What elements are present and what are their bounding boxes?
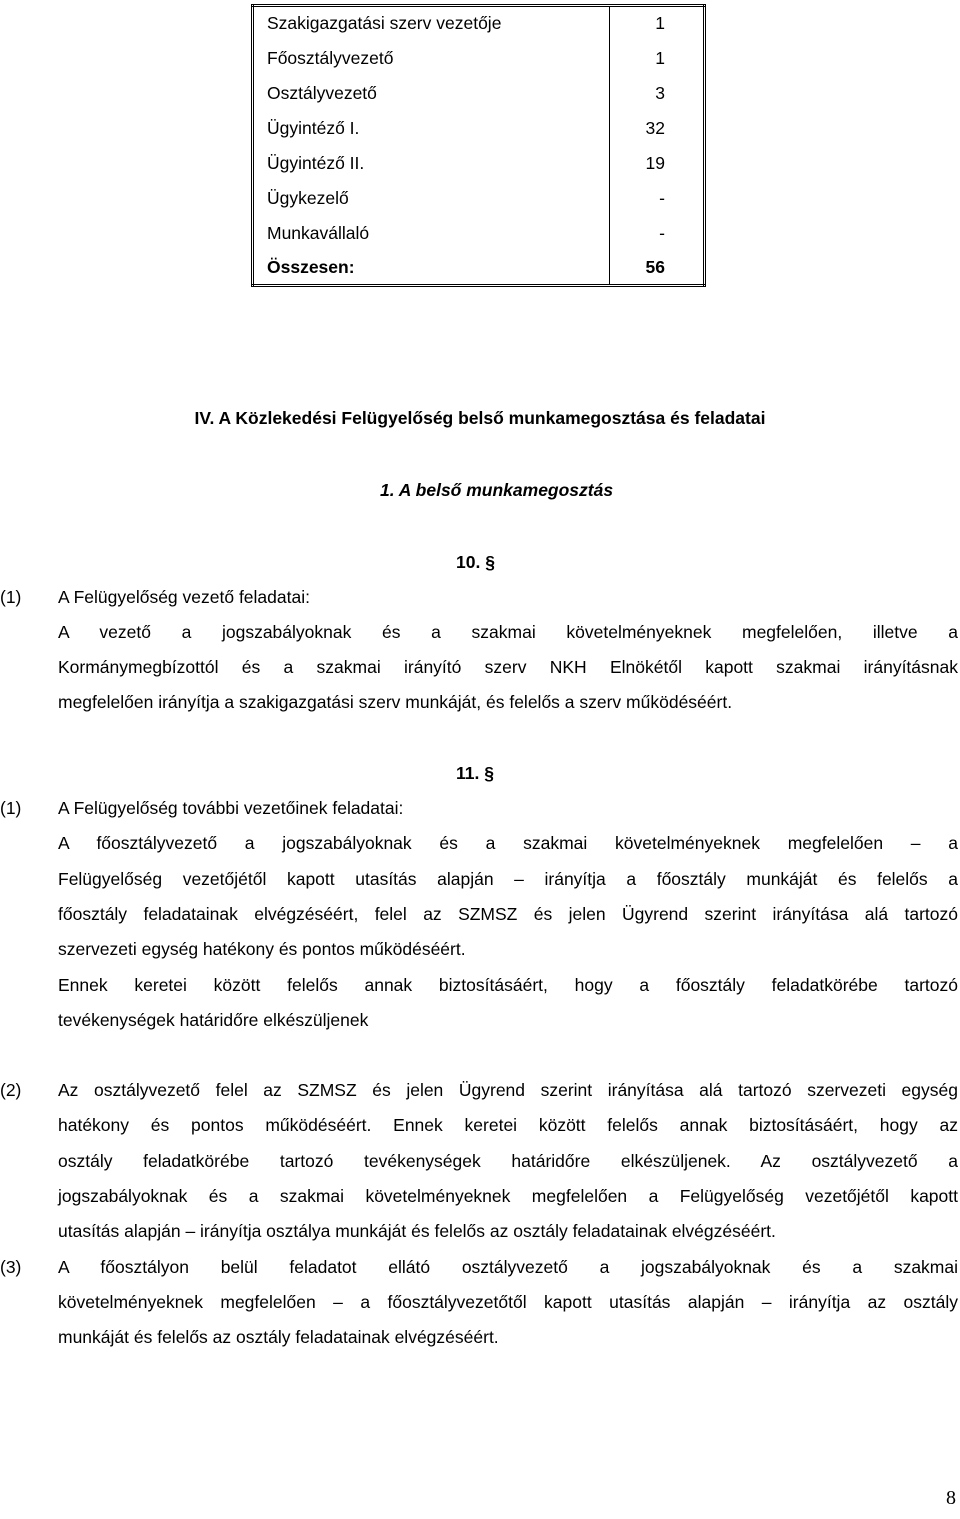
paragraph-line: főosztály feladatainak elvégzéséért, felel az SZMSZ és jelen Ügyrend szerint irányítása alá tartozó xyxy=(58,904,958,924)
paragraph-line: A főosztályvezető a jogszabályoknak és a szakmai követelményeknek megfelelően – a xyxy=(58,833,958,853)
role-cell: Ügyintéző II. xyxy=(253,146,610,181)
role-cell: Ügyintéző I. xyxy=(253,111,610,146)
paragraph-line: utasítás alapján – irányítja osztálya munkáját és felelős az osztály feladatainak elvégzéséért. xyxy=(58,1221,776,1241)
role-cell: Ügykezelő xyxy=(253,181,610,216)
count-cell: 3 xyxy=(655,82,665,103)
table-row xyxy=(253,181,705,216)
section-subtitle: 1. A belső munkamegosztás xyxy=(380,480,614,500)
paragraph-line: Felügyelőség vezetőjétől kapott utasítás alapján – irányítja a főosztály munkáját és felelős a xyxy=(58,869,958,889)
paragraph-line: megfelelően irányítja a szakigazgatási szerv munkáját, és felelős a szerv működéséért. xyxy=(58,692,733,712)
role-cell: Osztályvezető xyxy=(253,76,610,111)
paragraph-line: hatékony és pontos működéséért. Ennek keretei között felelős annak biztosításáért, hogy az xyxy=(58,1115,958,1135)
paragraph-heading: A Felügyelőség további vezetőinek feladatai: xyxy=(58,798,404,818)
paragraph-number: (2) xyxy=(0,1080,22,1100)
section-mark-11: 11. § xyxy=(456,763,494,783)
paragraph-number: (1) xyxy=(0,798,22,818)
paragraph-line: szervezeti egység hatékony és pontos működéséért. xyxy=(58,939,466,959)
paragraph-line: Kormánymegbízottól és a szakmai irányító szerv NKH Elnökétől kapott szakmai irányításnak xyxy=(58,657,958,677)
paragraph-line: munkáját és felelős az osztály feladatainak elvégzéséért. xyxy=(58,1327,499,1347)
paragraph-number: (3) xyxy=(0,1257,22,1277)
role-cell: Munkavállaló xyxy=(253,216,610,251)
paragraph-line: jogszabályoknak és a szakmai követelményeknek megfelelően a Felügyelőség vezetőjétől kapott xyxy=(58,1186,958,1206)
table-row xyxy=(253,146,705,181)
count-cell: - xyxy=(659,222,665,243)
paragraph-line: osztály feladatkörébe tartozó tevékenységek határidőre elkészüljenek. Az osztályvezető a xyxy=(58,1151,958,1171)
paragraph-heading: A Felügyelőség vezető feladatai: xyxy=(58,587,310,607)
table-row xyxy=(253,76,705,111)
count-cell: 56 xyxy=(645,256,665,277)
paragraph-number: (1) xyxy=(0,587,22,607)
count-cell: 19 xyxy=(645,152,665,173)
paragraph-line: A vezető a jogszabályoknak és a szakmai követelményeknek megfelelően, illetve a xyxy=(58,622,958,642)
staff-count-table xyxy=(251,4,706,287)
count-cell: 1 xyxy=(655,13,665,34)
role-cell: Szakigazgatási szerv vezetője xyxy=(253,6,610,41)
paragraph-line: Az osztályvezető felel az SZMSZ és jelen Ügyrend szerint irányítása alá tartozó szervezeti egység xyxy=(58,1080,958,1100)
table-total-row xyxy=(253,251,705,286)
page-number: 8 xyxy=(946,1487,956,1509)
count-cell: - xyxy=(659,187,665,208)
section-mark-10: 10. § xyxy=(456,552,495,572)
paragraph-line: tevékenységek határidőre elkészüljenek xyxy=(58,1010,369,1030)
chapter-title: IV. A Közlekedési Felügyelőség belső munkamegosztása és feladatai xyxy=(194,408,766,428)
table-row xyxy=(253,41,705,76)
paragraph-line: A főosztályon belül feladatot ellátó osztályvezető a jogszabályoknak és a szakmai xyxy=(58,1257,958,1277)
paragraph-line: követelményeknek megfelelően – a főosztályvezetőtől kapott utasítás alapján – irányítja az osztály xyxy=(58,1292,958,1312)
paragraph-line: Ennek keretei között felelős annak biztosításáért, hogy a főosztály feladatkörébe tartozó xyxy=(58,975,958,995)
table-row xyxy=(253,111,705,146)
role-cell: Főosztályvezető xyxy=(253,41,610,76)
table-row xyxy=(253,6,705,41)
count-cell: 1 xyxy=(655,47,665,68)
role-cell: Összesen: xyxy=(253,251,610,286)
table-row xyxy=(253,216,705,251)
count-cell: 32 xyxy=(645,117,665,138)
